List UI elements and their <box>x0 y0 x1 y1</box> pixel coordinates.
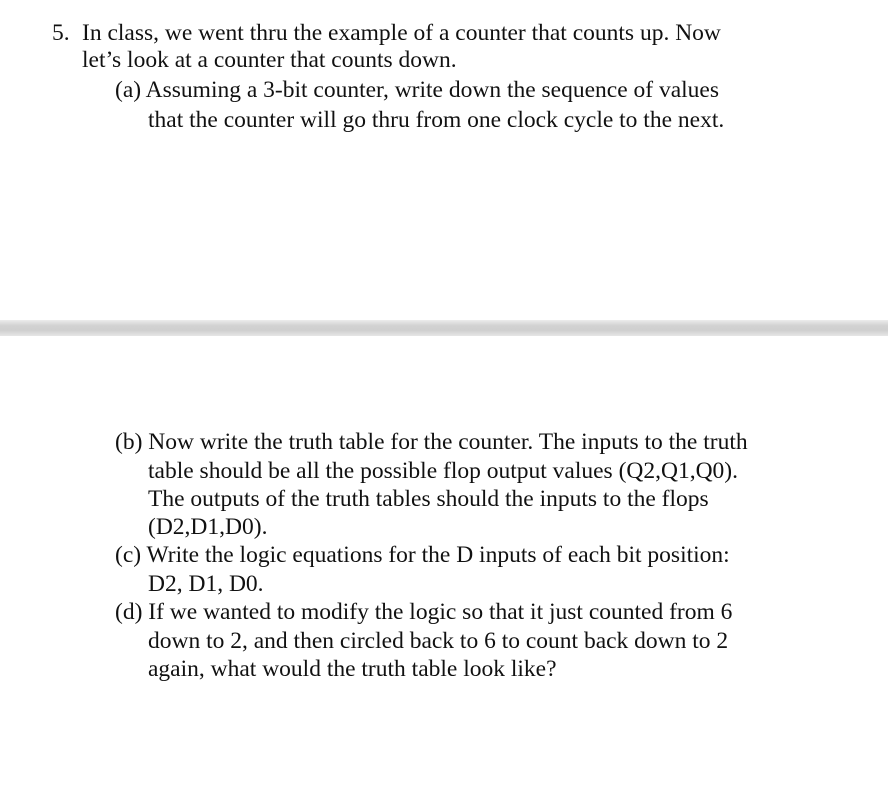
part-b-line-2: table should be all the possible flop output values (Q2,Q1,Q0). <box>148 458 739 484</box>
part-a-line-1: (a) Assuming a 3-bit counter, write down the sequence of values <box>115 77 720 103</box>
part-b-line-4: (D2,D1,D0). <box>148 514 268 540</box>
part-d-line-2: down to 2, and then circled back to 6 to count back down to 2 <box>148 628 729 654</box>
page-divider <box>0 320 888 336</box>
part-d-line-3: again, what would the truth table look like? <box>148 656 557 682</box>
part-a-line-2: that the counter will go thru from one clock cycle to the next. <box>148 107 725 133</box>
question-number: 5. <box>52 20 70 46</box>
part-b-line-1: (b) Now write the truth table for the counter. The inputs to the truth <box>115 429 748 455</box>
part-c-line-2: D2, D1, D0. <box>148 571 264 597</box>
page-top <box>0 0 888 320</box>
part-b-line-3: The outputs of the truth tables should the inputs to the flops <box>148 486 709 512</box>
part-d-line-1: (d) If we wanted to modify the logic so that it just counted from 6 <box>115 599 733 625</box>
question-intro-line-1: In class, we went thru the example of a counter that counts up. Now <box>82 20 721 46</box>
part-c-line-1: (c) Write the logic equations for the D inputs of each bit position: <box>115 542 730 568</box>
question-intro-line-2: let’s look at a counter that counts down. <box>82 47 457 73</box>
